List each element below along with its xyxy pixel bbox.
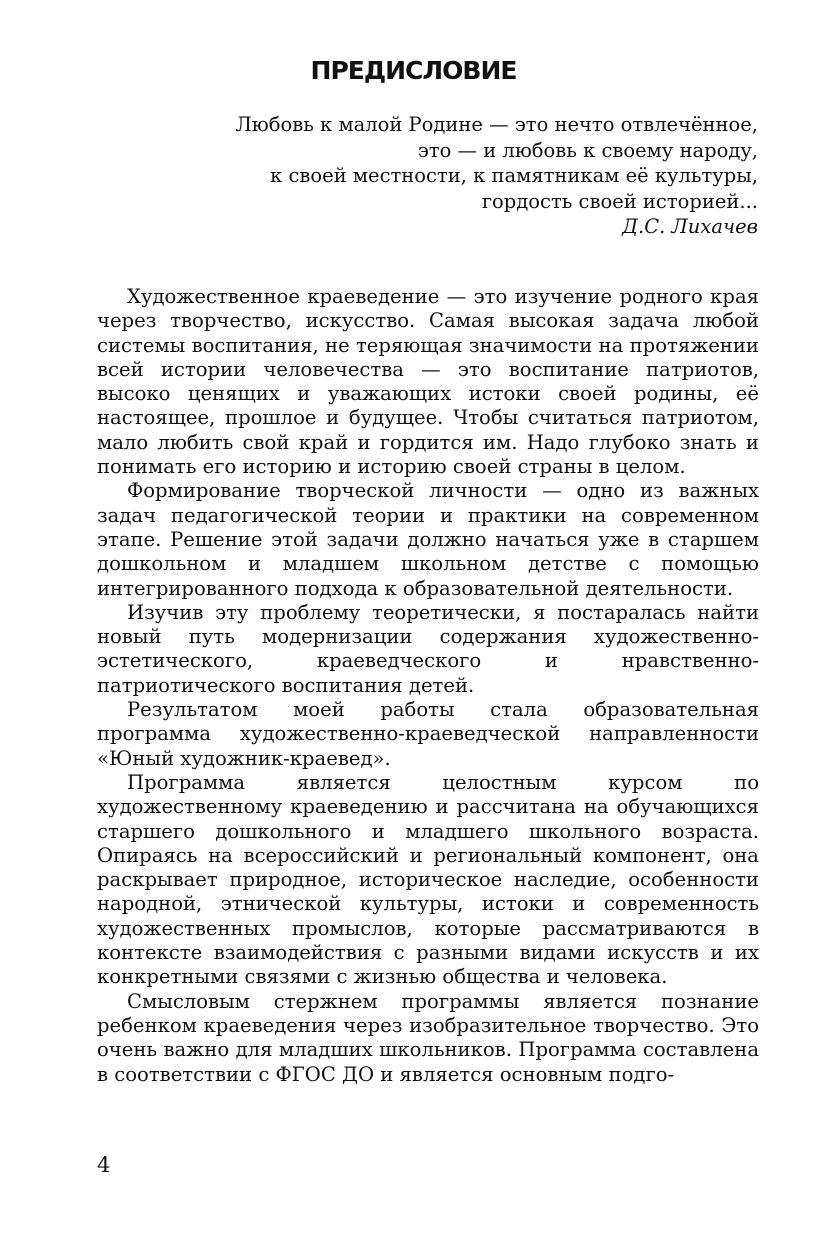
- epigraph-line: гордость своей историей...: [481, 189, 758, 213]
- epigraph-line: к своей местности, к памятникам её культуры,: [270, 164, 758, 187]
- epigraph-author: Д.С. Лихачев: [622, 215, 758, 238]
- paragraph: Результатом моей работы стала образовательная программа художественно-краеведческой направленности «Юный художник-краевед».: [97, 698, 759, 770]
- page-title: ПРЕДИСЛОВИЕ: [310, 56, 517, 85]
- paragraph: Программа является целостным курсом по художественному краеведению и рассчитана на обучающихся старшего дошкольного и младшего школьного возраста. Опираясь на всероссийский и региональный компонент, она раскрывает природное, историческое наследие, особенности народной, этнической культуры, истоки и современность художественных промыслов, которые рассматриваются в контексте взаимодействия с разными видами искусств и их конкретными связями с жизнью общества и человека.: [97, 770, 759, 989]
- paragraph: Изучив эту проблему теоретически, я постаралась найти новый путь модернизации содержания художественно-эстетического, краеведческого и нравственно-патриотического воспитания детей.: [97, 600, 759, 697]
- body-text: [97, 285, 759, 1087]
- page-number: 4: [97, 1153, 111, 1177]
- paragraph: Формирование творческой личности — одно из важных задач педагогической теории и практики на современном этапе. Решение этой задачи должно начаться уже в старшем дошкольном и младшем школьном детстве с помощью интегрированного подхода к образовательной деятельности.: [97, 479, 759, 600]
- epigraph: [158, 112, 758, 240]
- paragraph: Художественное краеведение — это изучение родного края через творчество, искусство. Самая высокая задача любой системы воспитания, не теряющая значимости на протяжении всей истории человечества — это воспитание патриотов, высоко ценящих и уважающих истоки своей родины, её настоящее, прошлое и будущее. Чтобы считаться патриотом, мало любить свой край и гордится им. Надо глубоко знать и понимать его историю и историю своей страны в целом.: [97, 285, 759, 479]
- epigraph-line: Любовь к малой Родине — это нечто отвлечённое,: [235, 113, 758, 136]
- paragraph: Смысловым стержнем программы является познание ребенком краеведения через изобразительное творчество. Это очень важно для младших школьников. Программа составлена в соответствии с ФГОС ДО и является основным подго-: [97, 989, 759, 1086]
- epigraph-line: это — и любовь к своему народу,: [417, 138, 758, 162]
